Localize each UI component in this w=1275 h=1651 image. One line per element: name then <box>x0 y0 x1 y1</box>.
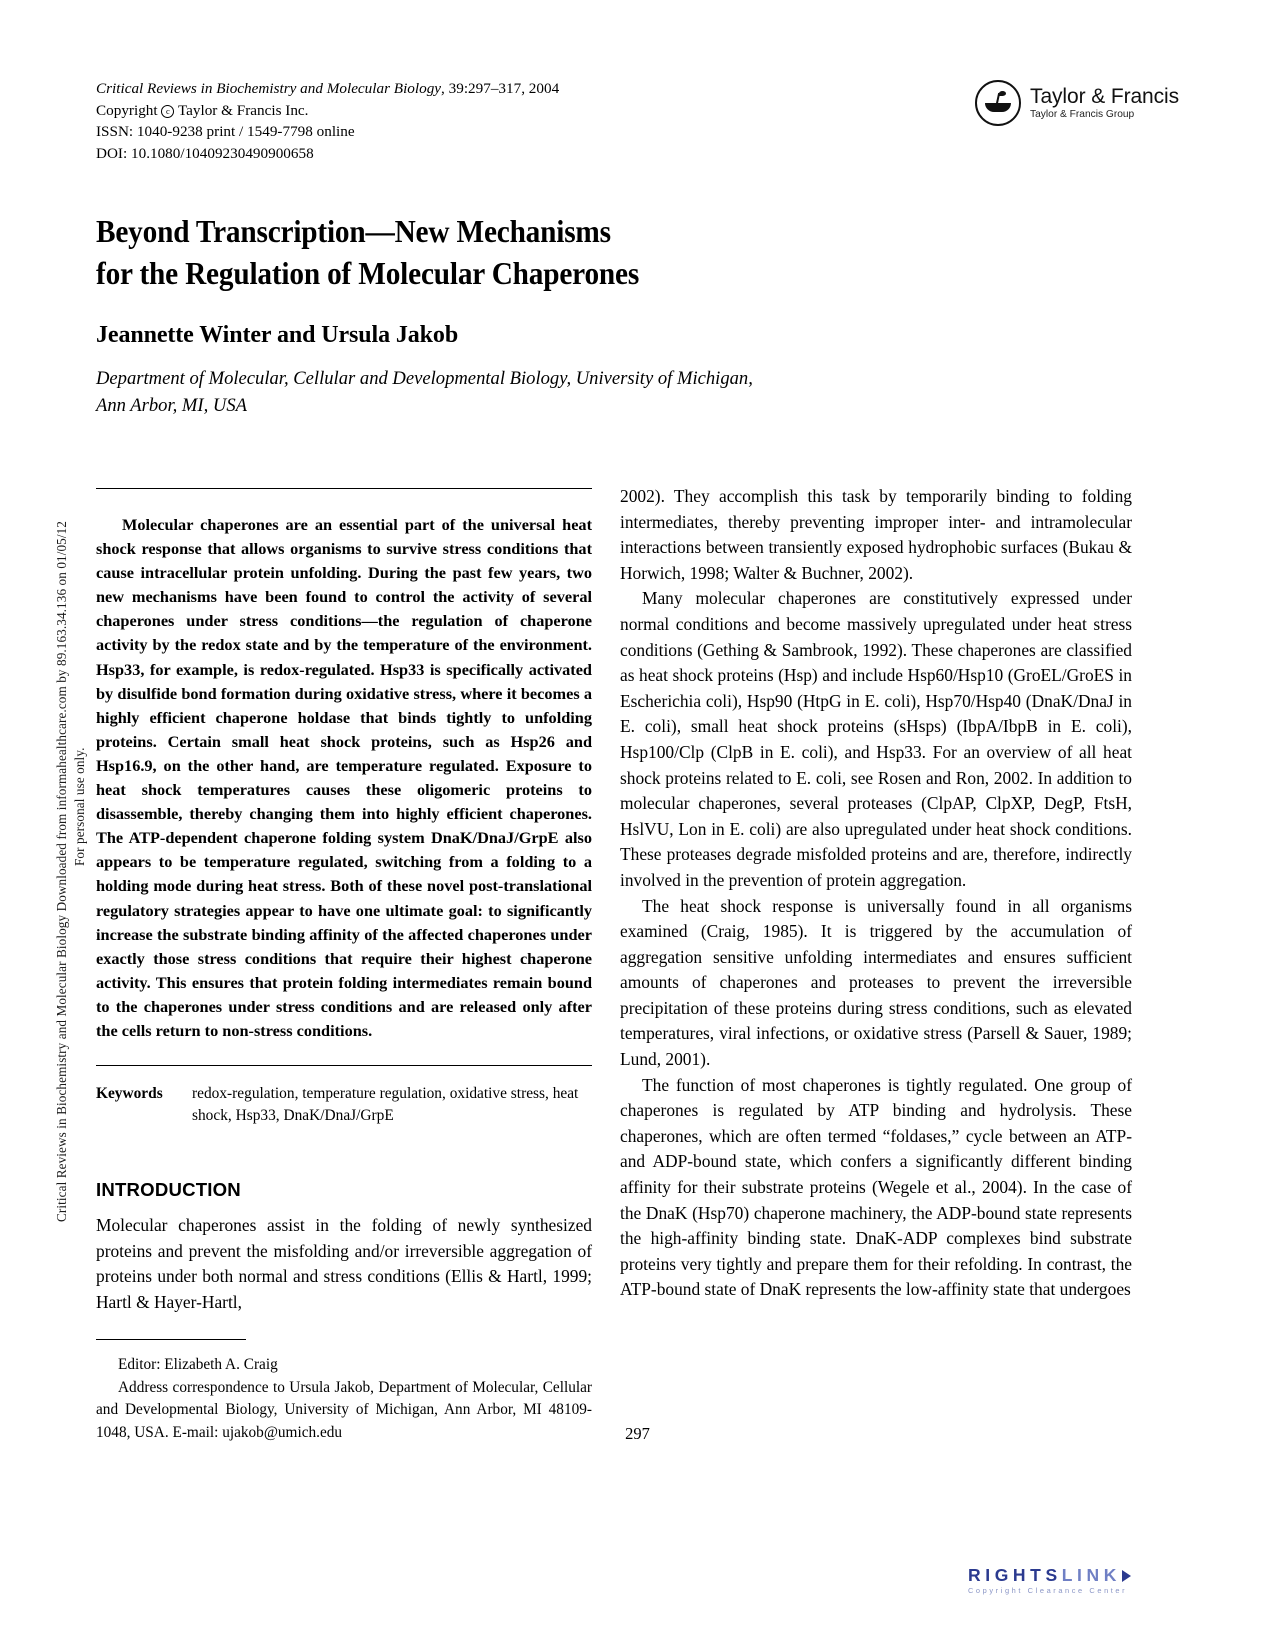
journal-name: Critical Reviews in Biochemistry and Molecular Biology <box>96 80 442 97</box>
abstract-top-rule <box>96 488 592 489</box>
rightslink-logo[interactable] <box>968 1566 1158 1596</box>
left-column <box>96 488 592 1444</box>
author-affiliation <box>96 365 916 419</box>
section-heading-introduction: INTRODUCTION <box>96 1179 241 1201</box>
keywords-label: Keywords <box>96 1085 163 1103</box>
journal-volume-pages-year: , 39:297–317, 2004 <box>441 80 560 97</box>
download-stamp-line-1: Critical Reviews in Biochemistry and Molecular Biology Downloaded from informahealthcare.com by 89.163.34.136 on 01/05/12 <box>54 520 69 1222</box>
right-paragraph-3: The heat shock response is universally found in all organisms examined (Craig, 1985). It is triggered by the accumulation of aggregation sensitive unfolding intermediates and ensures sufficient amounts of chaperones and proteases to prevent the irreversible precipitation of these proteins during stress conditions, such as elevated temperatures, viral infections, or oxidative stress (Parsell & Sauer, 1989; Lund, 2001). <box>620 895 1132 1070</box>
footnote-correspondence: Address correspondence to Ursula Jakob, Department of Molecular, Cellular and Developmental Biology, University of Michigan, Ann Arbor, MI 48109-1048, USA. E-mail: ujakob@umich.edu <box>96 1378 592 1441</box>
publisher-wordmark <box>1030 85 1179 121</box>
rightslink-word-rights: RIGHTS <box>968 1565 1062 1585</box>
right-paragraph-1: 2002). They accomplish this task by temporarily binding to folding intermediates, thereby preventing improper inter- and intramolecular interactions between transiently exposed hydrophobic surfaces (Bukau & Horwich, 1998; Walter & Buchner, 2002). <box>620 486 1132 583</box>
copyright-holder: Taylor & Francis Inc. <box>177 101 309 119</box>
page-number: 297 <box>625 1424 650 1443</box>
footnote-rule <box>96 1339 246 1340</box>
issn-line: ISSN: 1040-9238 print / 1549-7798 online <box>96 123 355 140</box>
title-line-2: for the Regulation of Molecular Chaperones <box>96 256 640 292</box>
right-column <box>620 484 1132 1303</box>
copyright-line <box>96 100 656 122</box>
publisher-group: Taylor & Francis Group <box>1030 109 1135 120</box>
rightslink-arrow-icon <box>1122 1570 1131 1582</box>
journal-masthead <box>96 78 656 164</box>
download-stamp-line-2: For personal use only. <box>72 747 87 866</box>
affiliation-line-1: Department of Molecular, Cellular and Developmental Biology, University of Michigan, <box>96 368 753 389</box>
footnote-editor: Editor: Elizabeth A. Craig <box>118 1356 278 1374</box>
page-title <box>96 211 840 295</box>
copyright-icon: c <box>161 105 174 118</box>
download-stamp <box>0 0 87 1651</box>
keywords-block <box>96 1083 592 1127</box>
introduction-paragraph: Molecular chaperones assist in the folding of newly synthesized proteins and prevent the misfolding and/or irreversible aggregation of proteins under both normal and stress conditions (Ellis & Hartl, 1999; Hartl & Hayer-Hartl, <box>96 1215 592 1312</box>
title-line-1: Beyond Transcription—New Mechanisms <box>96 214 611 250</box>
journal-citation <box>96 78 656 100</box>
keywords-values: redox-regulation, temperature regulation, oxidative stress, heat shock, Hsp33, DnaK/DnaJ/GrpE <box>192 1085 579 1125</box>
taylor-francis-lamp-icon <box>975 80 1021 126</box>
publisher-name: Taylor & Francis <box>1030 85 1179 108</box>
author-list: Jeannette Winter and Ursula Jakob <box>96 322 459 348</box>
rightslink-wordmark <box>968 1566 1158 1585</box>
abstract-text: Molecular chaperones are an essential part of the universal heat shock response that allows organisms to survive stress conditions that cause intracellular protein unfolding. During the past few years, two new mechanisms have been found to control the activity of several chaperones under stress conditions—the regulation of chaperone activity by the redox state and by the temperature of the environment. Hsp33, for example, is redox-regulated. Hsp33 is specifically activated by disulfide bond formation during oxidative stress, where it becomes a highly efficient chaperone holdase that binds tightly to unfolding proteins. Certain small heat shock proteins, such as Hsp26 and Hsp16.9, on the other hand, are temperature regulated. Exposure to heat shock temperatures causes these oligomeric proteins to disassemble, thereby changing them into highly efficient chaperones. The ATP-dependent chaperone folding system DnaK/DnaJ/GrpE also appears to be temperature regulated, switching from a folding to a holding mode during heat stress. Both of these novel post-translational regulatory strategies appear to have one ultimate goal: to significantly increase the substrate binding affinity of the affected chaperones under exactly those stress conditions that require their highest chaperone activity. This ensures that protein folding intermediates remain bound to the chaperones under stress conditions and are released only after the cells return to non-stress conditions. <box>96 515 592 1040</box>
rightslink-tagline: Copyright Clearance Center <box>968 1586 1128 1595</box>
right-paragraph-2: Many molecular chaperones are constitutively expressed under normal conditions and become massively upregulated under heat stress conditions (Gething & Sambrook, 1992). These chaperones are classified as heat shock proteins (Hsp) and include Hsp60/Hsp10 (GroEL/GroES in Escherichia coli), Hsp90 (HtpG in E. coli), Hsp70/Hsp40 (DnaK/DnaJ in E. coli), small heat shock proteins (sHsps) (IbpA/IbpB in E. coli), Hsp100/Clp (ClpB in E. coli), and Hsp33. For an overview of all heat shock proteins related to E. coli, see Rosen and Ron, 2002. In addition to molecular chaperones, several proteases (ClpAP, ClpXP, DegP, FtsH, HslVU, Lon in E. coli) are also upregulated under heat shock conditions. These proteases degrade misfolded proteins and are, therefore, indirectly involved in the prevention of protein aggregation. <box>620 588 1132 890</box>
affiliation-line-2: Ann Arbor, MI, USA <box>96 395 247 416</box>
rightslink-word-link: LINK <box>1061 1565 1121 1585</box>
abstract-bottom-rule <box>96 1065 592 1066</box>
doi-line: DOI: 10.1080/10409230490900658 <box>96 144 314 162</box>
copyright-prefix: Copyright <box>96 101 158 119</box>
right-paragraph-4: The function of most chaperones is tightly regulated. One group of chaperones is regulated by ATP binding and hydrolysis. These chaperones, which are often termed “foldases,” cycle between an ATP- and ADP-bound state, which confers a significantly different binding affinity for their substrate proteins (Wegele et al., 2004). In the case of the DnaK (Hsp70) chaperone machinery, the ADP-bound state represents the high-affinity binding state. DnaK-ADP complexes bind substrate proteins very tightly and prepare them for their refolding. In contrast, the ATP-bound state of DnaK represents the low-affinity state that undergoes <box>620 1074 1132 1300</box>
publisher-logo <box>975 80 1179 126</box>
